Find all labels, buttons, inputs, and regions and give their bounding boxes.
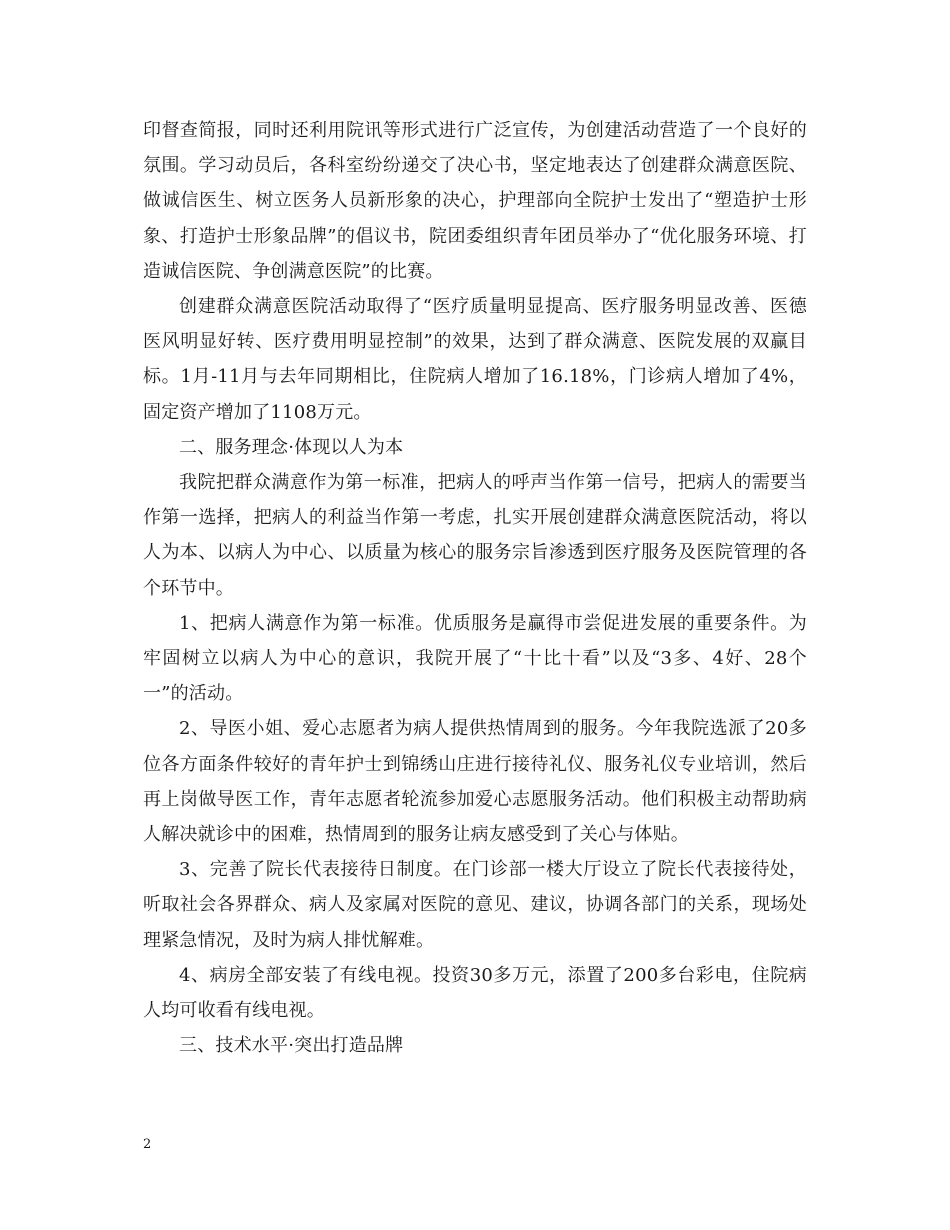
paragraph: 印督查简报，同时还利用院讯等形式进行广泛宣传，为创建活动营造了一个良好的氛围。学习动员后，各科室纷纷递交了决心书，坚定地表达了创建群众满意医院、做诚信医生、树立医务人员新形象的决心，护理部向全院护士发出了“塑造护士形象、打造护士形象品牌”的倡议书，院团委组织青年团员举办了“优化服务环境、打造诚信医院、争创满意医院”的比赛。 <box>143 120 807 282</box>
list-item: 3、完善了院长代表接待日制度。在门诊部一楼大厅设立了院长代表接待处，听取社会各界群众、病人及家属对医院的意见、建议，协调各部门的关系，现场处理紧急情况，及时为病人排忧解难。 <box>143 859 807 951</box>
list-item: 1、把病人满意作为第一标准。优质服务是赢得市尝促进发展的重要条件。为牢固树立以病人为中心的意识，我院开展了“十比十看”以及“3多、4好、28个一”的活动。 <box>143 612 807 705</box>
paragraph: 创建群众满意医院活动取得了“医疗质量明显提高、医疗服务明显改善、医德医风明显好转、医疗费用明显控制”的效果，达到了群众满意、医院发展的双赢目标。1月-11月与去年同期相比，住院病人增加了16.18%，门诊病人增加了4%，固定资产增加了1108万元。 <box>143 296 807 423</box>
section-heading: 二、服务理念·体现以人为本 <box>179 436 404 458</box>
list-item: 2、导医小姐、爱心志愿者为病人提供热情周到的服务。今年我院选派了20多位各方面条件较好的青年护士到锦绣山庄进行接待礼仪、服务礼仪专业培训，然后再上岗做导医工作，青年志愿者轮流参加爱心志愿服务活动。他们积极主动帮助病人解决就诊中的困难，热情周到的服务让病友感受到了关心与体贴。 <box>143 718 807 846</box>
list-item: 4、病房全部安装了有线电视。投资30多万元，添置了200多台彩电，住院病人均可收看有线电视。 <box>143 964 807 1022</box>
page-number: 2 <box>143 1137 152 1152</box>
paragraph: 我院把群众满意作为第一标准，把病人的呼声当作第一信号，把病人的需要当作第一选择，把病人的利益当作第一考虑，扎实开展创建群众满意医院活动，将以人为本、以病人为中心、以质量为核心的服务宗旨渗透到医疗服务及医院管理的各个环节中。 <box>143 472 807 599</box>
document-body <box>143 113 807 1063</box>
section-heading: 三、技术水平·突出打造品牌 <box>179 1035 404 1057</box>
